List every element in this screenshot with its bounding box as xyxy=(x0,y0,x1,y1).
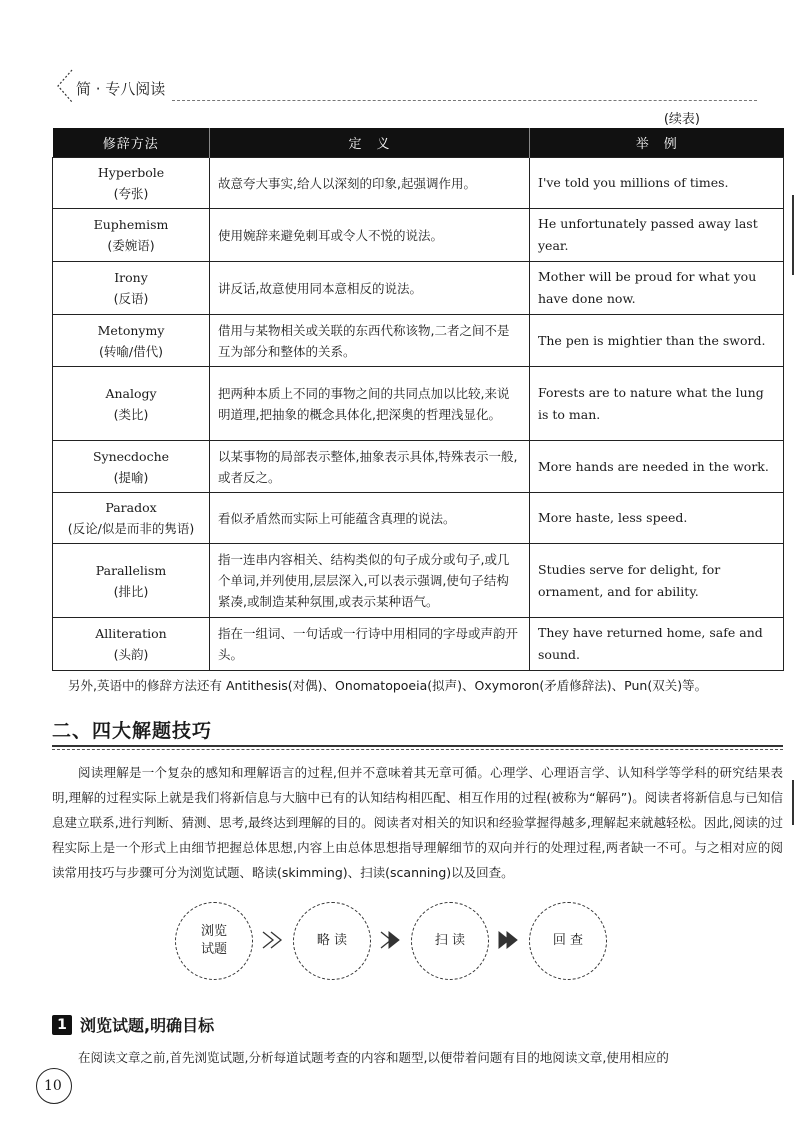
continued-label: (续表) xyxy=(663,112,700,127)
method-en: Irony xyxy=(114,270,148,285)
method-cell xyxy=(53,367,210,441)
table-row xyxy=(53,315,784,367)
method-en: Alliteration xyxy=(95,626,167,641)
definition-cell: 借用与某物相关或关联的东西代称该物,二者之间不是互为部分和整体的关系。 xyxy=(210,315,530,367)
rhetoric-table xyxy=(52,128,784,671)
method-cn: (提喻) xyxy=(113,469,149,485)
example-cell: They have returned home, safe and sound. xyxy=(530,618,784,671)
method-en: Synecdoche xyxy=(92,448,170,464)
subsection-title: 浏览试题,明确目标 xyxy=(80,1016,215,1035)
method-cell xyxy=(53,315,210,367)
table-row xyxy=(53,618,784,671)
definition-cell: 讲反话,故意使用同本意相反的说法。 xyxy=(210,262,530,315)
example-cell: The pen is mightier than the sword. xyxy=(530,315,784,367)
running-header xyxy=(52,68,757,108)
step-review: 回 查 xyxy=(529,902,607,980)
method-en: Hyperbole xyxy=(97,165,165,180)
method-en: Analogy xyxy=(105,385,157,401)
method-cell xyxy=(53,441,210,493)
example-cell: More hands are needed in the work. xyxy=(530,441,784,493)
method-en: Metonymy xyxy=(97,322,165,338)
method-cn: (反论/似是而非的隽语) xyxy=(67,521,195,536)
method-cell xyxy=(53,209,210,262)
section-rule-dashed xyxy=(52,749,783,750)
additional-methods-note: 另外,英语中的修辞方法还有 Antithesis(对偶)、Onomatopoeia(拟声)、Oxymoron(矛盾修辞法)、Pun(双关)等。 xyxy=(68,678,708,693)
method-cn: (夸张) xyxy=(113,186,149,201)
definition-cell: 故意夸大事实,给人以深刻的印象,起强调作用。 xyxy=(210,158,530,209)
method-cell xyxy=(53,493,210,544)
definition-cell: 指一连串内容相关、结构类似的句子成分或句子,或几个单词,并列使用,层层深入,可以表示强调,使句子结构紧凑,或制造某种氛围,或表示某种语气。 xyxy=(210,544,530,618)
table-row xyxy=(53,262,784,315)
example-cell: Mother will be proud for what you have done now. xyxy=(530,262,784,315)
method-en: Parallelism xyxy=(95,562,167,578)
double-chevron-arrow-icon xyxy=(497,928,525,952)
example-cell: More haste, less speed. xyxy=(530,493,784,544)
method-cn: (类比) xyxy=(113,406,149,422)
example-cell: I've told you millions of times. xyxy=(530,158,784,209)
definition-cell: 把两种本质上不同的事物之间的共同点加以比较,来说明道理,把抽象的概念具体化,把深奥的哲理浅显化。 xyxy=(210,367,530,441)
table-row xyxy=(53,209,784,262)
page-number: 10 xyxy=(44,1078,62,1094)
table-row xyxy=(53,441,784,493)
step-scanning: 扫 读 xyxy=(411,902,489,980)
method-cell xyxy=(53,158,210,209)
col-header-example: 举 例 xyxy=(530,128,784,158)
header-label: 简 · 专八阅读 xyxy=(76,80,166,98)
margin-mark xyxy=(792,780,794,825)
section-title: 二、四大解题技巧 xyxy=(52,720,213,742)
method-cell xyxy=(53,544,210,618)
example-cell: Forests are to nature what the lung is to man. xyxy=(530,367,784,441)
method-cn: (反语) xyxy=(113,291,149,306)
step-skimming: 略 读 xyxy=(293,902,371,980)
double-chevron-arrow-icon xyxy=(379,928,407,952)
section-paragraph-text: 阅读理解是一个复杂的感知和理解语言的过程,但并不意味着其无章可循。心理学、心理语言学、认知科学等学科的研究结果表明,理解的过程实际上就是我们将新信息与大脑中已有的认知结构相匹配、相互作用的过程(被称为“解码”)。阅读者将新信息与已知信息建立联系,进行判断、猜测、思考,最终达到理解的目的。阅读者对相关的知识和经验掌握得越多,理解起来就越轻松。因此,阅读的过程实际上是一个形式上由细节把握总体思想,内容上由总体思想指导理解细节的双向并行的处理过程,两者缺一不可。与之相对应的阅读常用技巧与步骤可分为浏览试题、略读(skimming)、扫读(scanning)以及回查。 xyxy=(52,765,783,880)
example-cell: Studies serve for delight, for ornament, and for ability. xyxy=(530,544,784,618)
table-row xyxy=(53,544,784,618)
method-cn: (排比) xyxy=(113,583,149,599)
method-cn: (转喻/借代) xyxy=(99,343,163,359)
subsection-paragraph: 在阅读文章之前,首先浏览试题,分析每道试题考查的内容和题型,以便带着问题有目的地阅读文章,使用相应的 xyxy=(78,1050,669,1065)
table-row xyxy=(53,158,784,209)
definition-cell: 使用婉辞来避免刺耳或令人不悦的说法。 xyxy=(210,209,530,262)
double-chevron-arrow-icon xyxy=(261,928,289,952)
subsection-heading xyxy=(52,1013,214,1036)
method-cell xyxy=(53,262,210,315)
header-rule xyxy=(172,100,757,101)
table-row xyxy=(53,493,784,544)
method-cn: (委婉语) xyxy=(107,238,155,253)
header-bracket-icon xyxy=(52,68,74,104)
margin-mark xyxy=(792,195,794,275)
section-rule xyxy=(52,745,783,747)
example-cell: He unfortunately passed away last year. xyxy=(530,209,784,262)
subsection-number-badge: 1 xyxy=(52,1015,72,1035)
method-cn: (头韵) xyxy=(113,647,149,662)
method-en: Paradox xyxy=(105,500,157,515)
col-header-method: 修辞方法 xyxy=(53,128,210,158)
method-en: Euphemism xyxy=(93,217,169,232)
reading-steps-flow xyxy=(175,902,615,982)
section-paragraph xyxy=(52,760,783,885)
definition-cell: 以某事物的局部表示整体,抽象表示具体,特殊表示一般,或者反之。 xyxy=(210,441,530,493)
col-header-definition: 定 义 xyxy=(210,128,530,158)
definition-cell: 看似矛盾然而实际上可能蕴含真理的说法。 xyxy=(210,493,530,544)
method-cell xyxy=(53,618,210,671)
step-browse-questions: 浏览 试题 xyxy=(175,902,253,980)
table-header-row xyxy=(53,128,784,158)
definition-cell: 指在一组词、一句话或一行诗中用相同的字母或声韵开头。 xyxy=(210,618,530,671)
table-row xyxy=(53,367,784,441)
